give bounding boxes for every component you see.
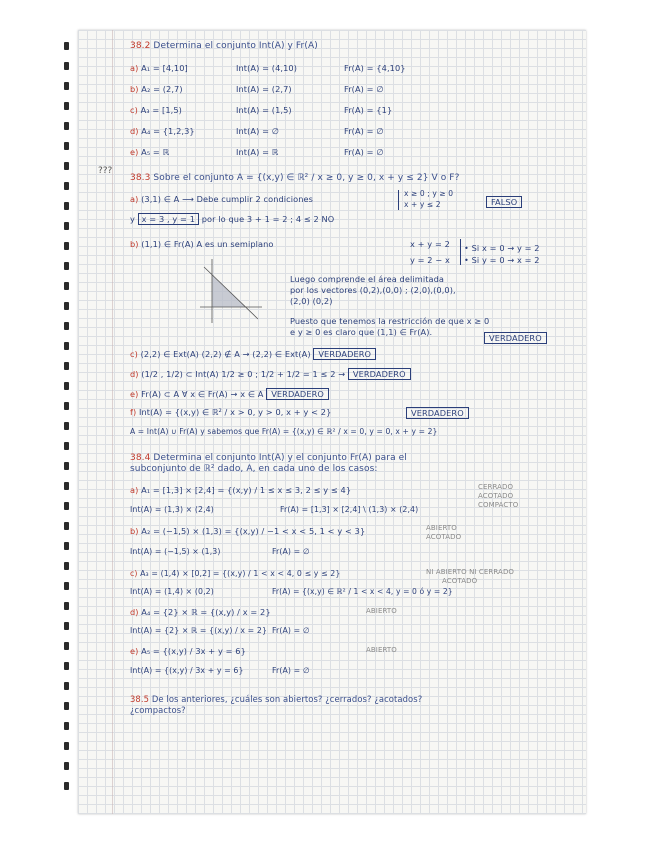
s383-num: 38.3: [130, 173, 151, 183]
s382-row-c-fr: Fr(A) = {1}: [344, 105, 393, 115]
result-box: VERDADERO: [266, 388, 329, 400]
binding-hole: [64, 42, 69, 50]
s383-b-luego3: (2,0) (0,2): [290, 296, 333, 306]
binding-hole: [64, 462, 69, 470]
s384-c-set-text: A₃ = (1,4) × [0,2] = {(x,y) / 1 < x < 4, 0 ≤ y ≤ 2}: [140, 569, 341, 578]
s384-d-int: Int(A) = {2} × ℝ = {(x,y) / x = 2}: [130, 626, 268, 635]
s385-line1: [130, 695, 422, 703]
binding-hole: [64, 542, 69, 550]
binding-hole: [64, 662, 69, 670]
binding-hole: [64, 502, 69, 510]
row-label: e): [130, 147, 139, 157]
binding-hole: [64, 122, 69, 130]
s384-e-int: Int(A) = {(x,y) / 3x + y = 6}: [130, 666, 244, 675]
s384-d-fr: Fr(A) = ∅: [272, 626, 310, 635]
item-label: e): [130, 646, 139, 656]
binding-hole: [64, 202, 69, 210]
s382-row-e-fr: Fr(A) = ∅: [344, 147, 384, 157]
binding-hole: [64, 602, 69, 610]
s384-d-set: [130, 608, 271, 616]
s384-num: 38.4: [130, 453, 151, 463]
binding-hole: [64, 162, 69, 170]
s383-a-pre: y: [130, 214, 135, 224]
binding-hole: [64, 742, 69, 750]
binding-hole: [64, 442, 69, 450]
item-label: d): [130, 607, 139, 617]
s384-d-tag: ABIERTO: [366, 607, 397, 615]
notebook-page: [78, 30, 586, 814]
binding-hole: [64, 302, 69, 310]
s382-row-a: [130, 64, 188, 72]
s383-b-luego1: Luego comprende el área delimitada: [290, 274, 445, 284]
row-label: c): [130, 105, 138, 115]
s383-a-box: x = 3 , y = 1: [138, 213, 199, 225]
s383-a-post: por lo que 3 + 1 = 2 ; 4 ≤ 2 NO: [201, 214, 335, 224]
item-label: d): [130, 369, 139, 379]
s383-a-cond2: x + y ≤ 2: [404, 200, 441, 209]
s384-c-tag2: ACOTADO: [442, 577, 478, 585]
s384-b-int: Int(A) = (−1,5) × (1,3): [130, 547, 221, 556]
s382-row-e: [130, 148, 169, 156]
binding-hole: [64, 402, 69, 410]
binding-hole: [64, 762, 69, 770]
item-label: b): [130, 526, 139, 536]
s384-title: [130, 454, 407, 463]
row-label: d): [130, 126, 139, 136]
binding-hole: [64, 362, 69, 370]
binding-hole: [64, 482, 69, 490]
margin-line: [112, 30, 113, 814]
s382-title: [130, 42, 318, 51]
result-box: VERDADERO: [484, 332, 547, 344]
binding-hole: [64, 282, 69, 290]
s383-d-line: [130, 368, 411, 380]
item-label: c): [130, 349, 138, 359]
s384-a-tag2: ACOTADO: [478, 492, 514, 500]
binding-hole: [64, 642, 69, 650]
s384-a-tag1: CERRADO: [478, 483, 514, 491]
s384-a-int: Int(A) = (1,3) × (2,4): [130, 505, 214, 514]
s382-row-d: [130, 127, 195, 135]
binding-hole: [64, 722, 69, 730]
s384-c-int: Int(A) = (1,4) × (0,2): [130, 587, 214, 596]
s384-c-tag1: NI ABIERTO NI CERRADO: [426, 568, 515, 576]
s384-b-set: [130, 527, 365, 535]
binding-hole: [64, 222, 69, 230]
s382-num: 38.2: [130, 41, 151, 51]
s382-row-c: [130, 106, 182, 114]
item-label: b): [130, 239, 139, 249]
s384-a-set: [130, 486, 351, 494]
s382-row-b: [130, 85, 183, 93]
result-box: VERDADERO: [406, 407, 469, 419]
s383-a-result: [486, 196, 522, 208]
s384-d-set-text: A₄ = {2} × ℝ = {(x,y) / x = 2}: [141, 607, 271, 617]
s383-c-line: [130, 348, 376, 360]
binding-hole: [64, 682, 69, 690]
s382-row-a-fr: Fr(A) = {4,10}: [344, 63, 406, 73]
s383-final: A = Int(A) ∪ Fr(A) y sabemos que Fr(A) = {(x,y) ∈ ℝ² / x = 0, y = 0, x + y = 2}: [130, 427, 438, 436]
s385-text2: ¿compactos?: [130, 705, 186, 715]
notebook-binding: [64, 34, 74, 814]
s383-b-puesto2: e y ≥ 0 es claro que (1,1) ∈ Fr(A).: [290, 327, 433, 337]
item-label: f): [130, 407, 137, 417]
s383-title: [130, 174, 459, 183]
row-label: b): [130, 84, 139, 94]
s384-a-set-text: A₁ = [1,3] × [2,4] = {(x,y) / 1 ≤ x ≤ 3, 2 ≤ y ≤ 4}: [141, 485, 352, 495]
s383-b-eq2: y = 2 − x: [410, 255, 450, 265]
s382-row-e-int: Int(A) = ℝ: [236, 147, 279, 157]
s384-b-tag2: ACOTADO: [426, 533, 462, 541]
binding-hole: [64, 242, 69, 250]
s384-c-fr: Fr(A) = {(x,y) ∈ ℝ² / 1 < x < 4, y = 0 ó y = 2}: [272, 587, 453, 596]
s384-c-set: [130, 570, 340, 578]
s382-title-text: Determina el conjunto Int(A) y Fr(A): [153, 41, 318, 51]
s384-e-fr: Fr(A) = ∅: [272, 666, 310, 675]
brace: [398, 190, 399, 210]
s383-b-text: (1,1) ∈ Fr(A) A es un semiplano: [141, 239, 274, 249]
s384-a-tag3: COMPACTO: [478, 501, 519, 509]
binding-hole: [64, 422, 69, 430]
row-set: A₅ = ℝ: [141, 147, 170, 157]
s382-row-b-int: Int(A) = (2,7): [236, 84, 292, 94]
s385-num: 38.5: [130, 694, 150, 704]
row-set: A₂ = (2,7): [141, 84, 183, 94]
binding-hole: [64, 82, 69, 90]
row-set: A₄ = {1,2,3}: [141, 126, 195, 136]
binding-hole: [64, 782, 69, 790]
s382-row-c-int: Int(A) = (1,5): [236, 105, 292, 115]
s383-b-result: [484, 332, 547, 344]
binding-hole: [64, 102, 69, 110]
s383-a-line2: [130, 213, 334, 225]
binding-hole: [64, 322, 69, 330]
s384-b-fr: Fr(A) = ∅: [272, 547, 310, 556]
s384-e-set-text: A₅ = {(x,y) / 3x + y = 6}: [141, 646, 246, 656]
result-box: VERDADERO: [313, 348, 376, 360]
binding-hole: [64, 382, 69, 390]
s384-e-tag: ABIERTO: [366, 646, 397, 654]
binding-hole: [64, 522, 69, 530]
s383-a-text: (3,1) ∈ A ⟶ Debe cumplir 2 condiciones: [141, 194, 314, 204]
binding-hole: [64, 262, 69, 270]
result-box: VERDADERO: [348, 368, 411, 380]
item-label: c): [130, 569, 138, 578]
s385-text1: De los anteriores, ¿cuáles son abiertos? ¿cerrados? ¿acotados?: [151, 694, 423, 704]
s383-b-line: [130, 240, 274, 248]
row-set: A₃ = [1,5): [140, 105, 182, 115]
s384-b-tag1: ABIERTO: [426, 524, 457, 532]
s383-e-text: Fr(A) ⊂ A ∀ x ∈ Fr(A) → x ∈ A: [141, 389, 264, 399]
margin-question-marks: ???: [98, 166, 113, 176]
item-label: a): [130, 485, 139, 495]
s383-e-line: [130, 388, 329, 400]
s382-row-b-fr: Fr(A) = ∅: [344, 84, 384, 94]
binding-hole: [64, 702, 69, 710]
s382-row-d-fr: Fr(A) = ∅: [344, 126, 384, 136]
result-box: FALSO: [486, 196, 522, 208]
s384-title-text1: Determina el conjunto Int(A) y el conjunto Fr(A) para el: [153, 453, 407, 463]
row-set: A₁ = [4,10]: [141, 63, 188, 73]
row-label: a): [130, 63, 139, 73]
triangle-sketch: [200, 257, 280, 327]
s384-e-set: [130, 647, 246, 655]
binding-hole: [64, 582, 69, 590]
s383-a-line1: [130, 195, 313, 203]
item-label: a): [130, 194, 139, 204]
s382-row-d-int: Int(A) = ∅: [236, 126, 280, 136]
s383-b-puesto1: Puesto que tenemos la restricción de que x ≥ 0: [290, 316, 490, 326]
binding-hole: [64, 622, 69, 630]
s383-title-text: Sobre el conjunto A = {(x,y) ∈ ℝ² / x ≥ 0, y ≥ 0, x + y ≤ 2} V o F?: [153, 173, 460, 183]
s383-b-si2: • Si y = 0 → x = 2: [464, 255, 540, 265]
s383-f-text: Int(A) = {(x,y) ∈ ℝ² / x > 0, y > 0, x + y < 2}: [138, 407, 332, 417]
s384-b-set-text: A₂ = (−1,5) × (1,3) = {(x,y) / −1 < x < 5, 1 < y < 3}: [141, 526, 366, 536]
binding-hole: [64, 562, 69, 570]
s383-a-cond1: x ≥ 0 ; y ≥ 0: [404, 189, 454, 198]
s383-b-eq1: x + y = 2: [410, 239, 450, 249]
brace: [460, 239, 461, 265]
s383-f-line: [130, 408, 331, 416]
s382-row-a-int: Int(A) = (4,10): [236, 63, 297, 73]
s383-d-text: (1/2 , 1/2) ⊂ Int(A) 1/2 ≥ 0 ; 1/2 + 1/2 = 1 ≤ 2 →: [141, 369, 346, 379]
s384-title-text2: subconjunto de ℝ² dado, A, en cada uno de los casos:: [130, 464, 378, 474]
s383-f-result: [406, 407, 469, 419]
binding-hole: [64, 62, 69, 70]
s383-b-si1: • Si x = 0 → y = 2: [464, 243, 540, 253]
s384-a-fr: Fr(A) = [1,3] × [2,4] \ (1,3) × (2,4): [280, 505, 419, 514]
s383-b-luego2: por los vectores (0,2),(0,0) ; (2,0),(0,0),: [290, 285, 456, 295]
s383-c-text: (2,2) ∈ Ext(A) (2,2) ∉ A → (2,2) ∈ Ext(A): [140, 349, 311, 359]
binding-hole: [64, 142, 69, 150]
binding-hole: [64, 182, 69, 190]
binding-hole: [64, 342, 69, 350]
item-label: e): [130, 389, 139, 399]
